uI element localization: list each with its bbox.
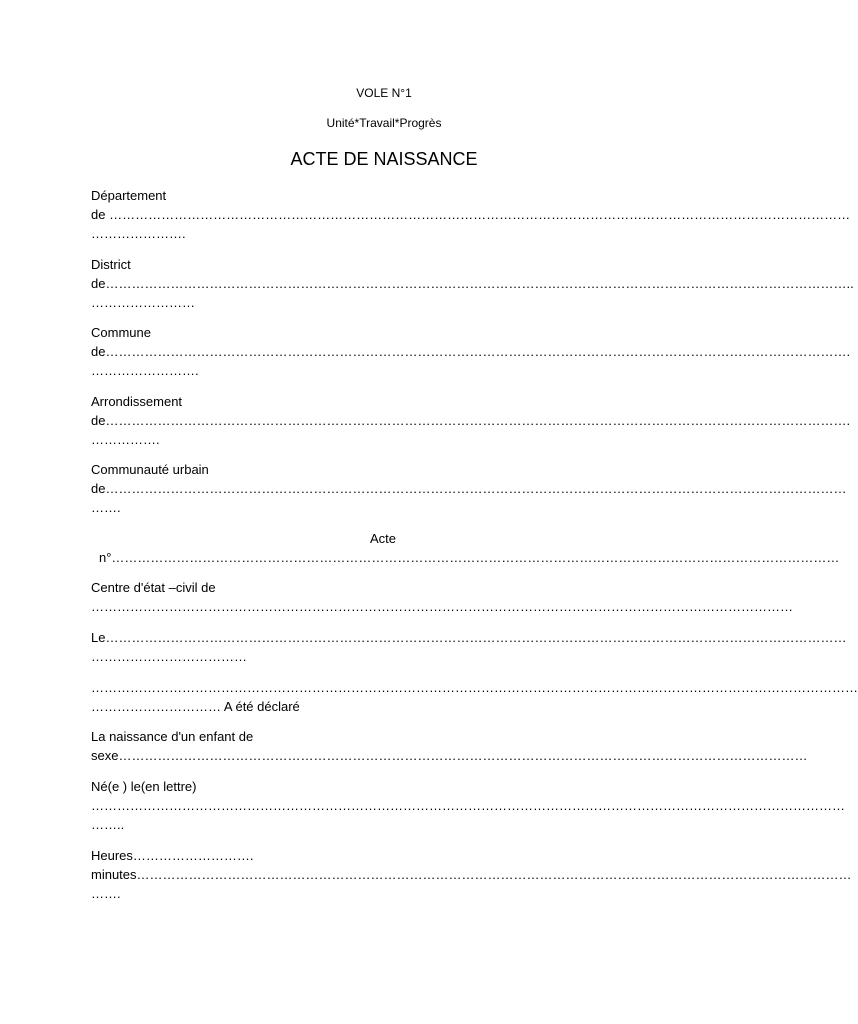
fill-line-with-text — [91, 697, 675, 716]
field-label: Département — [91, 188, 167, 203]
fill-line: …….. — [91, 817, 125, 832]
field-departement — [91, 186, 851, 243]
fill-line: de………………………………………………………………………………………………………………………………………………………. — [91, 413, 851, 428]
field-label: Commune — [91, 325, 151, 340]
vole-number: VOLE N°1 — [356, 86, 412, 100]
fill-line: sexe…………………………………………………………………………………………………………………………………………… — [91, 748, 808, 763]
fill-line: ……. — [91, 886, 121, 901]
field-label: Communauté urbain — [91, 462, 209, 477]
fill-line: de ……………………………………………………………………………………………………………………………………………………… — [91, 207, 851, 222]
field-heures-minutes — [91, 846, 852, 903]
field-label: Arrondissement — [91, 394, 183, 409]
field-arrondissement — [91, 392, 851, 449]
fill-line: n°…………………………………………………………………………………………………………………………………………………… — [99, 550, 840, 565]
declared-text: A été déclaré — [221, 699, 300, 714]
fill-line: minutes………………………………………………………………………………………………………………………………………………… — [91, 867, 852, 882]
national-motto: Unité*Travail*Progrès — [326, 116, 442, 130]
fill-line: ……………………………… — [91, 649, 247, 664]
field-label: Centre d'état –civil de — [91, 580, 216, 595]
fill-line: de……………………………………………………………………………………………………………………………………………………….. — [91, 276, 854, 291]
fill-line: ……………. — [91, 432, 160, 447]
fill-line: Le……………………………………………………………………………………………………………………………………………………… — [91, 630, 847, 645]
field-label: La naissance d'un enfant de — [91, 729, 254, 744]
fill-line: …………………… — [91, 295, 195, 310]
fill-line: …………………………………………………………………………………………………………………………………………………………… — [91, 680, 858, 695]
field-declaration — [91, 678, 858, 716]
fill-line: …………………. — [91, 226, 186, 241]
fill-line: ……. — [91, 500, 121, 515]
field-district — [91, 255, 854, 312]
field-communaute-urbaine — [91, 460, 847, 517]
fill-line: de………………………………………………………………………………………………………………………………………………………. — [91, 344, 851, 359]
field-acte — [91, 529, 840, 567]
field-label: Acte — [369, 531, 396, 546]
field-label: Heures………………………. — [91, 848, 254, 863]
field-label: Né(e ) le(en lettre) — [91, 779, 197, 794]
fill-line: ……………………………………………………………………………………………………………………………………………… — [91, 599, 793, 614]
fill-line: de……………………………………………………………………………………………………………………………………………………… — [91, 481, 847, 496]
field-centre-etat-civil — [91, 578, 793, 616]
fill-line: ……………………. — [91, 363, 199, 378]
fill-line: ………………………………………………………………………………………………………………………………………………………… — [91, 798, 845, 813]
field-le — [91, 628, 847, 666]
field-naissance-sexe — [91, 727, 808, 765]
field-commune — [91, 323, 851, 380]
field-label: District — [91, 257, 131, 272]
field-ne-le — [91, 777, 845, 834]
document-title: ACTE DE NAISSANCE — [290, 149, 478, 169]
fill-dots: ………………………… — [91, 699, 221, 714]
